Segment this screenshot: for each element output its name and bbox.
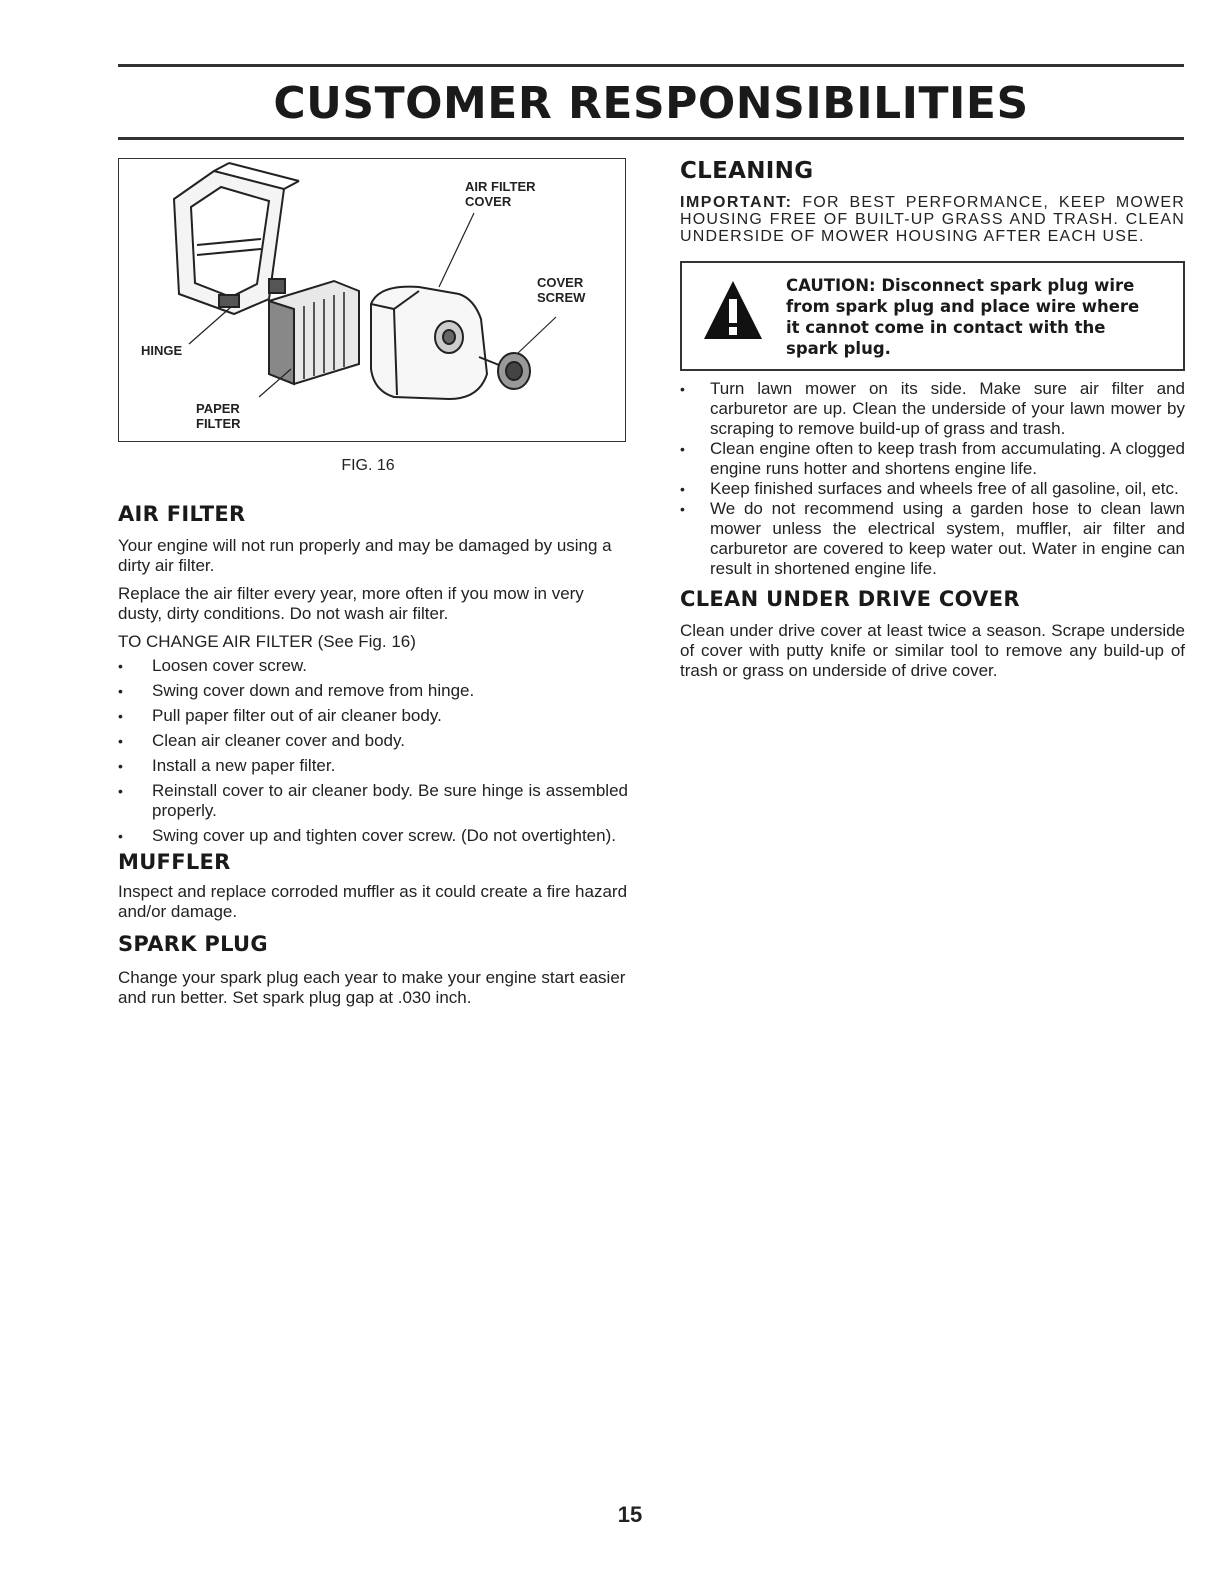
drive-cover-text: Clean under drive cover at least twice a season. Scrape underside of cover with putty knife or similar tool to remove any build-up of trash or grass on underside of drive cover.	[680, 621, 1185, 680]
list-item: • Turn lawn mower on its side. Make sure air filter and carburetor are up. Clean the underside of your lawn mower by scraping to remove build-up of grass and trash.	[680, 379, 1185, 439]
air-filter-para-1: Your engine will not run properly and may be damaged by using a dirty air filter.	[118, 536, 612, 575]
left-column	[118, 158, 628, 1008]
page-title: CUSTOMER RESPONSIBILITIES	[273, 78, 1029, 129]
air-filter-steps	[118, 656, 628, 846]
paper-filter-drawing	[269, 281, 359, 384]
page-number: 15	[617, 1502, 643, 1527]
important-note	[680, 194, 1185, 245]
cleaning-bullets	[680, 379, 1185, 579]
list-item: • Reinstall cover to air cleaner body. Be sure hinge is assembled properly.	[118, 781, 628, 821]
cleaning-heading: CLEANING	[680, 158, 814, 184]
drive-cover-heading: CLEAN UNDER DRIVE COVER	[680, 587, 1020, 611]
caution-text: CAUTION: Disconnect spark plug wire from spark plug and place wire where it cannot come in contact with the spark plug.	[786, 276, 1140, 358]
air-filter-para-2: Replace the air filter every year, more often if you mow in very dusty, dirty conditions. Do not wash air filter.	[118, 584, 584, 623]
right-column	[680, 158, 1185, 681]
important-text: FOR BEST PERFORMANCE, KEEP MOWER HOUSING FREE OF BUILT-UP GRASS AND TRASH. CLEAN UNDERSIDE OF MOWER HOUSING AFTER EACH USE.	[680, 194, 1185, 245]
muffler-text: Inspect and replace corroded muffler as it could create a fire hazard and/or damage.	[118, 882, 628, 921]
list-item: • We do not recommend using a garden hose to clean lawn mower unless the electrical system, muffler, air filter and carburetor are covered to keep water out. Water in engine can result in shortened engine life.	[680, 499, 1185, 579]
list-item: • Pull paper filter out of air cleaner body.	[118, 706, 628, 726]
list-item: • Clean air cleaner cover and body.	[118, 731, 628, 751]
muffler-heading: MUFFLER	[118, 850, 231, 874]
list-item: • Loosen cover screw.	[118, 656, 628, 676]
caution-box	[680, 261, 1185, 371]
figure-caption: FIG. 16	[341, 457, 395, 474]
warning-icon	[702, 279, 764, 345]
change-air-filter-heading: TO CHANGE AIR FILTER (See Fig. 16)	[118, 632, 416, 651]
spark-plug-heading: SPARK PLUG	[118, 932, 268, 956]
title-underline	[118, 137, 1184, 140]
air-cleaner-body-drawing	[174, 163, 299, 314]
figure-16	[118, 158, 626, 442]
air-filter-cover-drawing	[371, 287, 487, 399]
label-cover-screw: COVER SCREW	[537, 275, 586, 305]
list-item: • Swing cover up and tighten cover screw. (Do not overtighten).	[118, 826, 628, 846]
label-hinge: HINGE	[141, 343, 183, 358]
list-item: • Install a new paper filter.	[118, 756, 628, 776]
top-rule	[118, 64, 1184, 67]
important-label: IMPORTANT:	[680, 194, 793, 211]
label-paper-filter: PAPER FILTER	[196, 401, 241, 431]
list-item: • Keep finished surfaces and wheels free of all gasoline, oil, etc.	[680, 479, 1185, 499]
list-item: • Swing cover down and remove from hinge.	[118, 681, 628, 701]
list-item: • Clean engine often to keep trash from accumulating. A clogged engine runs hotter and shortens engine life.	[680, 439, 1185, 479]
air-filter-heading: AIR FILTER	[118, 502, 246, 526]
label-air-filter-cover: AIR FILTER COVER	[465, 179, 536, 209]
spark-plug-text: Change your spark plug each year to make your engine start easier and run better. Set spark plug gap at .030 inch.	[118, 968, 626, 1007]
